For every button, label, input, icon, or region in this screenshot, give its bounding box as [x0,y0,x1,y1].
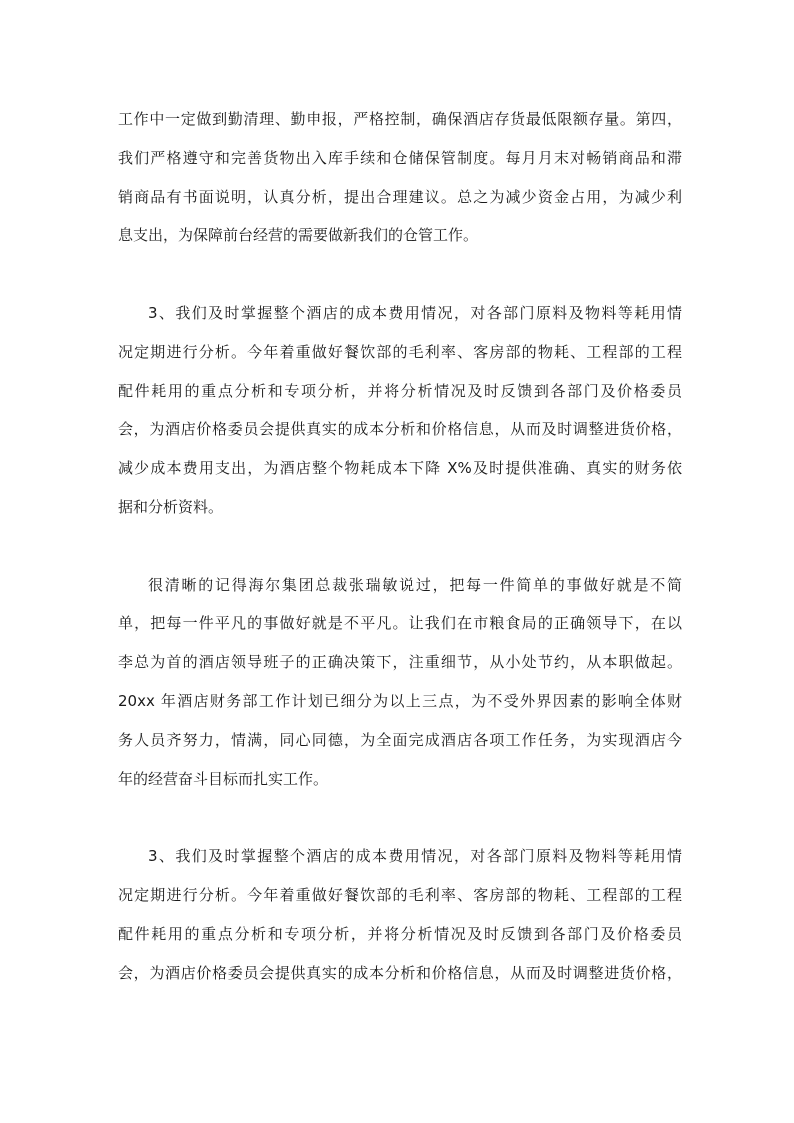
document-body [118,100,682,1031]
paragraph-line: 配件耗用的重点分析和专项分析，并将分析情况及时反馈到各部门及价格委员 [118,381,682,400]
paragraph-line: 会，为酒店价格委员会提供真实的成本分析和价格信息，从而及时调整进货价格， [118,420,682,439]
paragraph-line: 很清晰的记得海尔集团总裁张瑞敏说过，把每一件简单的事做好就是不简 [148,575,682,594]
paragraph-3 [118,566,682,799]
paragraph-line: 李总为首的酒店领导班子的正确决策下，注重细节，从小处节约，从本职做起。 [118,653,682,672]
paragraph-2 [118,294,682,527]
paragraph-line: 我们严格遵守和完善货物出入库手续和仓储保管制度。每月月末对畅销商品和滞 [118,148,682,167]
paragraph-line: 务人员齐努力，情满，同心同德，为全面完成酒店各项工作任务，为实现酒店今 [118,730,682,749]
paragraph-line: 息支出，为保障前台经营的需要做新我们的仓管工作。 [118,226,479,245]
paragraph-line: 单，把每一件平凡的事做好就是不平凡。让我们在市粮食局的正确领导下，在以 [118,614,682,633]
paragraph-line: 据和分析资料。 [118,497,224,516]
paragraph-line: 销商品有书面说明，认真分析，提出合理建议。总之为减少资金占用，为减少利 [118,187,682,206]
paragraph-1 [118,100,682,255]
paragraph-line: 减少成本费用支出，为酒店整个物耗成本下降 X%及时提供准确、真实的财务依 [118,459,682,478]
paragraph-line: 年的经营奋斗目标而扎实工作。 [118,769,329,788]
paragraph-line: 会，为酒店价格委员会提供真实的成本分析和价格信息，从而及时调整进货价格， [118,963,682,982]
paragraph-line: 20xx 年酒店财务部工作计划已细分为以上三点，为不受外界因素的影响全体财 [118,691,682,710]
paragraph-line: 配件耗用的重点分析和专项分析，并将分析情况及时反馈到各部门及价格委员 [118,924,682,943]
paragraph-line: 3、我们及时掌握整个酒店的成本费用情况，对各部门原料及物料等耗用情 [148,847,682,866]
paragraph-4 [118,837,682,992]
paragraph-line: 工作中一定做到勤清理、勤申报，严格控制，确保酒店存货最低限额存量。第四， [118,110,682,128]
paragraph-line: 3、我们及时掌握整个酒店的成本费用情况，对各部门原料及物料等耗用情 [148,303,682,322]
paragraph-line: 况定期进行分析。今年着重做好餐饮部的毛利率、客房部的物耗、工程部的工程 [118,885,682,904]
paragraph-line: 况定期进行分析。今年着重做好餐饮部的毛利率、客房部的物耗、工程部的工程 [118,342,682,361]
